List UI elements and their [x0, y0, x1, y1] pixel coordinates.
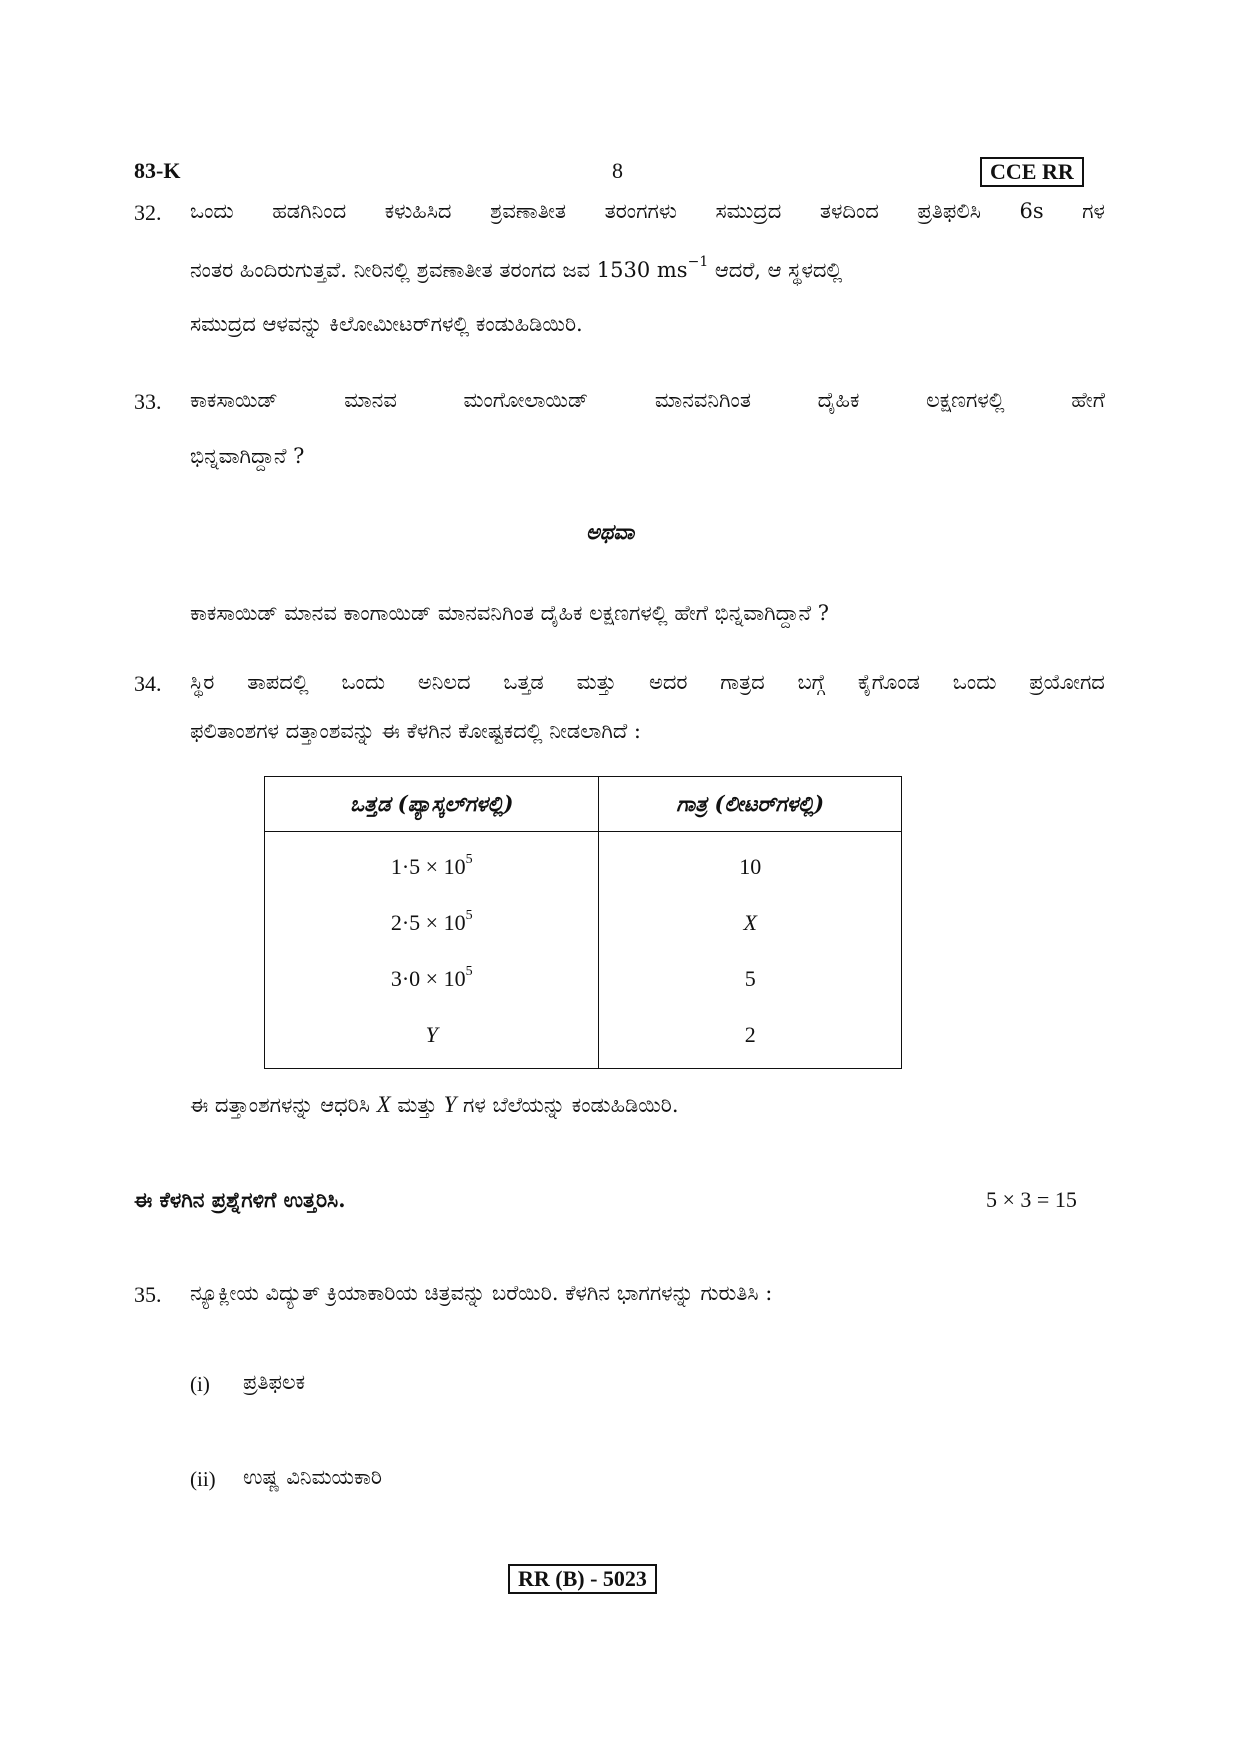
q35-text: ನ್ಯೂಕ್ಲೀಯ ವಿದ್ಯುತ್ ಕ್ರಿಯಾಕಾರಿಯ ಚಿತ್ರವನ್ನು ಬರೆಯಿರಿ. ಕೆಳಗಿನ ಭಾಗಗಳನ್ನು ಗುರುತಿಸಿ : — [190, 1281, 773, 1305]
q33-word: ಮಂಗೋಲಾಯಿಡ್ — [463, 388, 589, 412]
pressure-column-header: ಒತ್ತಡ (ಪ್ಯಾಸ್ಕಲ್‌ಗಳಲ್ಲಿ) — [265, 777, 599, 832]
q35-part-number: (ii) — [190, 1467, 216, 1491]
q34-instruction-text: ಮತ್ತು — [390, 1093, 444, 1117]
q32-word: ಶ್ರವಣಾತೀತ — [489, 199, 567, 223]
q32-word: ಹಡಗಿನಿಂದ — [272, 199, 347, 223]
q33-word: ದೈಹಿಕ — [817, 388, 860, 412]
q34-line-2: ಫಲಿತಾಂಶಗಳ ದತ್ತಾಂಶವನ್ನು ಈ ಕೆಳಗಿನ ಕೋಷ್ಟಕದಲ್ಲಿ ನೀಡಲಾಗಿದೆ : — [190, 719, 641, 743]
q32-line-3: ಸಮುದ್ರದ ಆಳವನ್ನು ಕಿಲೋಮೀಟರ್‌ಗಳಲ್ಲಿ ಕಂಡುಹಿಡಿಯಿರಿ. — [190, 312, 583, 336]
or-label: ಅಥವಾ — [586, 519, 635, 544]
section-instruction: ಈ ಕೆಳಗಿನ ಪ್ರಶ್ನೆಗಳಿಗೆ ಉತ್ತರಿಸಿ. — [134, 1187, 346, 1212]
q34-instruction — [190, 1092, 679, 1118]
q32-word: ಒಂದು — [190, 199, 234, 223]
q32-word: 6s — [1019, 199, 1044, 223]
volume-cell: 5 — [599, 951, 902, 1007]
q34-word: ಮತ್ತು — [576, 670, 617, 694]
q34-word: ಒಂದು — [952, 670, 997, 694]
q32-word: ಪ್ರತಿಫಲಿಸಿ — [917, 199, 981, 223]
q34-word: ಕೈಗೊಂಡ — [857, 670, 920, 694]
paper-code: 83-K — [134, 158, 181, 183]
q32-line-2 — [190, 254, 843, 283]
pressure-value: 1·5 × 10 — [390, 854, 466, 879]
question-number-35: 35. — [134, 1282, 162, 1307]
q33-word: ಮಾನವನಿಗಿಂತ — [654, 388, 751, 412]
q33-line-2: ಭಿನ್ನವಾಗಿದ್ದಾನೆ ? — [190, 444, 305, 468]
variable-y: Y — [443, 1092, 457, 1117]
pressure-cell — [265, 895, 599, 951]
q32-word: ಗಳ — [1082, 199, 1105, 223]
q33-word: ಕಾಕಸಾಯಿಡ್ — [190, 388, 278, 412]
volume-cell: 2 — [599, 1007, 902, 1069]
q34-word: ಗಾತ್ರದ — [720, 670, 765, 694]
pressure-volume-table — [264, 776, 902, 1069]
q34-word: ಬಗ್ಗೆ — [797, 670, 826, 694]
pressure-cell — [265, 832, 599, 896]
pressure-value: 3·0 × 10 — [390, 966, 466, 991]
q32-line-2-text: ನಂತರ ಹಿಂದಿರುಗುತ್ತವೆ. ನೀರಿನಲ್ಲಿ ಶ್ರವಣಾತೀತ ತರಂಗದ ಜವ 1530 ms — [190, 258, 688, 282]
pressure-cell — [265, 951, 599, 1007]
q33-line-1 — [190, 388, 1105, 413]
series-label-box: CCE RR — [980, 157, 1084, 187]
pressure-exponent: 5 — [465, 963, 473, 979]
q34-word: ಅನಿಲದ — [417, 670, 471, 694]
table-row — [265, 1007, 902, 1069]
section-marks: 5 × 3 = 15 — [986, 1187, 1077, 1212]
table-header-row — [265, 777, 902, 832]
pressure-exponent: 5 — [465, 851, 473, 867]
q34-word: ಪ್ರಯೋಗದ — [1029, 670, 1105, 694]
q33-word: ಲಕ್ಷಣಗಳಲ್ಲಿ — [926, 388, 1005, 412]
table-row — [265, 895, 902, 951]
q33-word: ಮಾನವ — [344, 388, 397, 412]
volume-cell: 10 — [599, 832, 902, 896]
pressure-cell: Y — [265, 1007, 599, 1069]
q32-word: ಸಮುದ್ರದ — [715, 199, 782, 223]
pressure-value: 2·5 × 10 — [390, 910, 466, 935]
q35-part-number: (i) — [190, 1372, 210, 1396]
q32-word: ಕಳುಹಿಸಿದ — [384, 199, 452, 223]
q34-instruction-text: ಗಳ ಬೆಲೆಯನ್ನು ಕಂಡುಹಿಡಿಯಿರಿ. — [456, 1093, 679, 1117]
q32-line-1 — [190, 199, 1105, 224]
variable-x: X — [376, 1092, 391, 1117]
q32-line-2-tail: ಆದರೆ, ಆ ಸ್ಥಳದಲ್ಲಿ — [708, 258, 843, 282]
question-number-32: 32. — [134, 200, 162, 225]
q34-word: ಒತ್ತಡ — [503, 670, 544, 694]
q35-part-text: ಉಷ್ಣ ವಿನಿಮಯಕಾರಿ — [243, 1465, 382, 1489]
q34-word: ಒಂದು — [341, 670, 386, 694]
page-number: 8 — [612, 158, 623, 183]
q34-word: ಅದರ — [648, 670, 688, 694]
question-number-34: 34. — [134, 671, 162, 696]
q34-line-1 — [190, 670, 1105, 695]
table-row — [265, 951, 902, 1007]
q34-instruction-text: ಈ ದತ್ತಾಂಶಗಳನ್ನು ಆಧರಿಸಿ — [190, 1093, 377, 1117]
footer-code-box: RR (B) - 5023 — [508, 1564, 657, 1594]
q33-alternative: ಕಾಕಸಾಯಿಡ್ ಮಾನವ ಕಾಂಗಾಯಿಡ್ ಮಾನವನಿಗಿಂತ ದೈಹಿಕ ಲಕ್ಷಣಗಳಲ್ಲಿ ಹೇಗೆ ಭಿನ್ನವಾಗಿದ್ದಾನೆ ? — [190, 601, 830, 625]
q32-word: ತಳದಿಂದ — [819, 199, 879, 223]
q34-word: ತಾಪದಲ್ಲಿ — [247, 670, 309, 694]
volume-cell: X — [599, 895, 902, 951]
table-row — [265, 832, 902, 896]
q35-part-text: ಪ್ರತಿಫಲಕ — [243, 1370, 306, 1394]
q34-word: ಸ್ಥಿರ — [190, 670, 215, 694]
q32-word: ತರಂಗಗಳು — [604, 199, 677, 223]
pressure-exponent: 5 — [465, 907, 473, 923]
volume-column-header: ಗಾತ್ರ (ಲೀಟರ್‌ಗಳಲ್ಲಿ) — [599, 777, 902, 832]
q33-word: ಹೇಗೆ — [1071, 388, 1105, 412]
q32-exponent: −1 — [687, 254, 709, 270]
question-number-33: 33. — [134, 389, 162, 414]
